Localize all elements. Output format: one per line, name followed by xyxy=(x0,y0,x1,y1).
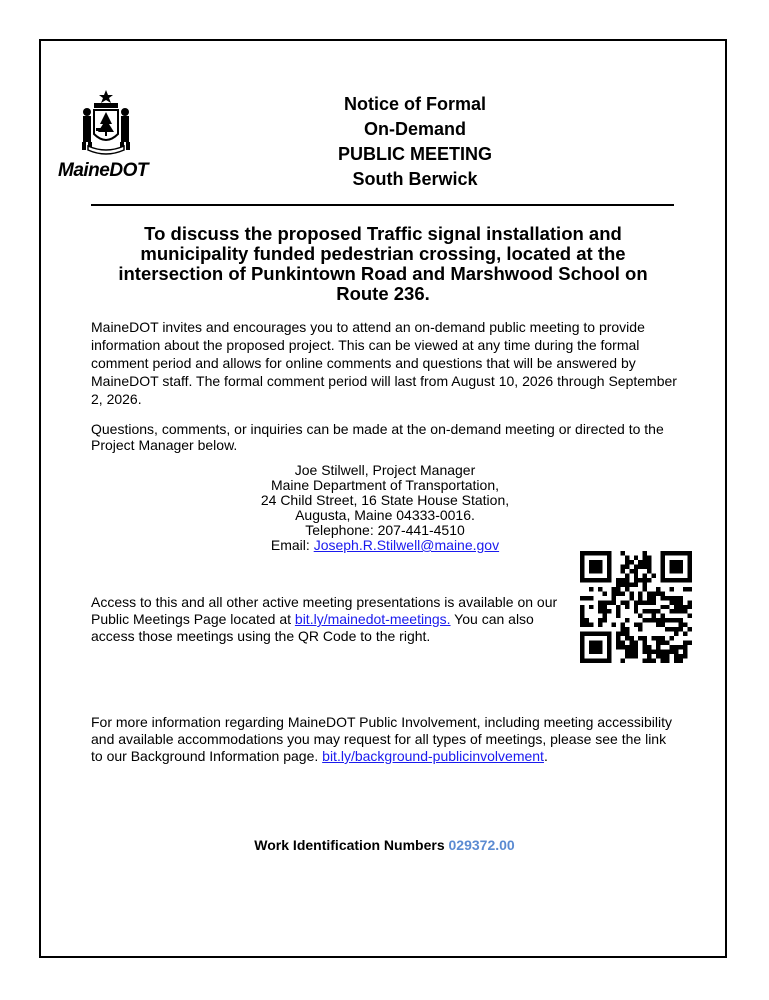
meetings-text-before: Access to this and all other active meeting presentations is available on our Public Meetings Page located at xyxy=(91,594,558,627)
contact-org: Maine Department of Transportation, xyxy=(270,477,499,493)
mainedot-logo xyxy=(58,90,158,185)
contact-address-1: 24 Child Street, 16 State House Station, xyxy=(260,492,510,508)
title-line-4: South Berwick xyxy=(352,169,478,189)
maine-seal-icon xyxy=(78,90,134,156)
contact-phone: Telephone: 207-441-4510 xyxy=(305,522,465,538)
logo-text: MaineDOT xyxy=(58,160,148,181)
meetings-access-paragraph xyxy=(91,594,571,645)
title-line-3: PUBLIC MEETING xyxy=(337,144,492,164)
involvement-text-before: For more information regarding MaineDOT Public Involvement, including meeting accessibility and available accommodations you may request for all types of meetings, please see the link to our Background Information page. xyxy=(91,714,672,764)
email-link[interactable]: Joseph.R.Stilwell@maine.gov xyxy=(313,537,500,553)
page-title xyxy=(300,92,530,192)
public-involvement-paragraph xyxy=(91,714,681,765)
qr-code-icon[interactable] xyxy=(580,551,692,663)
invitation-paragraph: MaineDOT invites and encourages you to attend an on-demand public meeting to provide information about the proposed project. This can be viewed at any time during the formal comment period and allows for online comments and questions that will be answered by MaineDOT staff. The formal comment period will last from August 10, 2026 through September 2, 2026. xyxy=(91,319,677,407)
title-line-2: On-Demand xyxy=(363,119,466,139)
involvement-text-after: . xyxy=(543,748,548,764)
win-number: 029372.00 xyxy=(448,837,515,853)
email-label: Email: xyxy=(270,537,314,553)
project-description: To discuss the proposed Traffic signal installation and municipality funded pedestrian crossing, located at the intersection of Punkintown Road and Marshwood School on Route 236. xyxy=(118,223,648,304)
title-line-1: Notice of Formal xyxy=(343,94,486,114)
meetings-link[interactable]: bit.ly/mainedot-meetings. xyxy=(294,611,451,627)
questions-paragraph: Questions, comments, or inquiries can be made at the on-demand meeting or directed to the Project Manager below. xyxy=(91,421,664,453)
meetings-text-after: You can also access those meetings using the QR Code to the right. xyxy=(91,611,534,644)
title-divider xyxy=(91,204,674,206)
win-label: Work Identification Numbers xyxy=(254,837,449,853)
contact-name: Joe Stilwell, Project Manager xyxy=(294,462,476,478)
contact-block xyxy=(200,463,570,553)
work-identification xyxy=(0,837,769,853)
background-info-link[interactable]: bit.ly/background-publicinvolvement xyxy=(322,748,544,764)
contact-address-2: Augusta, Maine 04333-0016. xyxy=(295,507,475,523)
contact-email-row xyxy=(200,538,570,553)
